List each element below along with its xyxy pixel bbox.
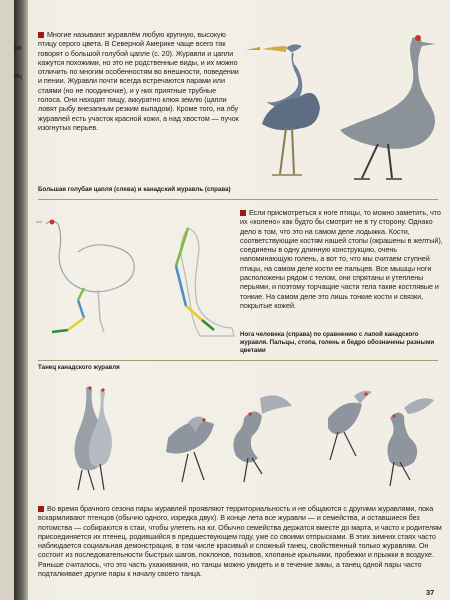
book-page [14,0,450,600]
dance-crane-5 [387,398,434,486]
paragraph-herons-vs-cranes [38,30,240,132]
caption-crane-dance: Танец канадского журавля [38,364,120,371]
caption-heron-crane: Большая голубая цапля (слева) и канадский журавль (справа) [38,186,231,193]
crane-skeleton-sketch [36,220,134,333]
paragraph-text: Многие называют журавлём любую крупную, высокую птицу серого цвета. В Северной Америке чаще всего так говорят о большой голубой цапле (с. 20). Журавли и цапли кажутся похожими, но это не родственные виды, и их можно отличить по многим особенностям во внешности, поведении и пении. Журавли почти всегда встречаются парами или стаями (но не поодиночке), и у них приятные трубные голоса. Они находят пищу, аккуратно клюя землю (цапли ловят рыбу внезапным резким выпадом). Кроме того, на лбу журавлей есть участок красной кожи, а над хвостом — пучок изогнутых перьев. [38,30,239,132]
dance-crane-4 [328,391,372,460]
left-page-fragment: ов [14,45,22,52]
crane-illustration [340,35,436,179]
bullet-marker [240,210,246,216]
dance-crane-3 [233,395,292,482]
leg-comparison-illustration [38,208,238,338]
crane-dance-illustration [38,378,438,496]
dance-crane-2 [166,416,214,482]
paragraph-text: Если присмотреться к ноге птицы, то можно заметить, что их «колено» как будто бы смотрит не в ту сторону. Однако дело в том, что это на самом деле лодыжка. Кости, соответствующие костям нашей стопы (окрашены в желтый), соединены в одну длинную конструкцию, очень напоминающую голень, а вот то, что мы считаем ступней птицы, на самом деле кости ее пальцев. Все мышцы ноги расположены рядом с телом, они спрятаны и утеплены перьями, и поэтому торчащие части тела такие костлявые и тонкие. На самом деле это лишь тонкие кости и связки, покрытые кожей. [240,208,443,310]
bullet-marker [38,506,44,512]
page-gutter-shadow [14,0,28,600]
caption-leg-comparison: Нога человека (справа) по сравнению с лапой канадского журавля. Пальцы, стопа, голень и бедро обозначены разными цветами [240,331,435,354]
left-page-fragment: иц [14,73,22,80]
heron-crane-illustration [242,28,442,188]
page-number: 37 [426,588,435,597]
bullet-marker [38,32,44,38]
paragraph-text: Во время брачного сезона пары журавлей проявляют территориальность и не общаются с другими журавлями, пока вскармливают птенцов (обычно одного, изредка двух). В конце лета все журавли — и семейства, и оставшиеся без потомства — собираются в стаи, чтобы улететь на юг. Обычно семейства держатся вместе до марта, и часто к родителям присоединяется их птенец, родившийся в предшествующем году, уже со своими отпрысками. В этих зимних стаях часто наблюдается социальная демонстрация, в том числе красивый и сложный танец, свойственный только журавлям. Он состоит из последовательности быстрых шагов, поклонов, позывов, хлопанье крыльями, пробежки и прыжки в воздухе. Раньше считалось, что это часть ухаживания, но танцы можно увидеть и в течение зимы, а танец одной пары часто подталкивает другие пары к началу своего танца. [38,504,442,579]
dance-pair-1 [74,386,112,490]
paragraph-bird-leg [240,208,446,310]
human-leg-sketch [176,228,234,336]
paragraph-crane-behavior [38,504,444,578]
divider-rule [38,360,438,361]
divider-rule [38,199,438,200]
heron-illustration [246,44,320,175]
